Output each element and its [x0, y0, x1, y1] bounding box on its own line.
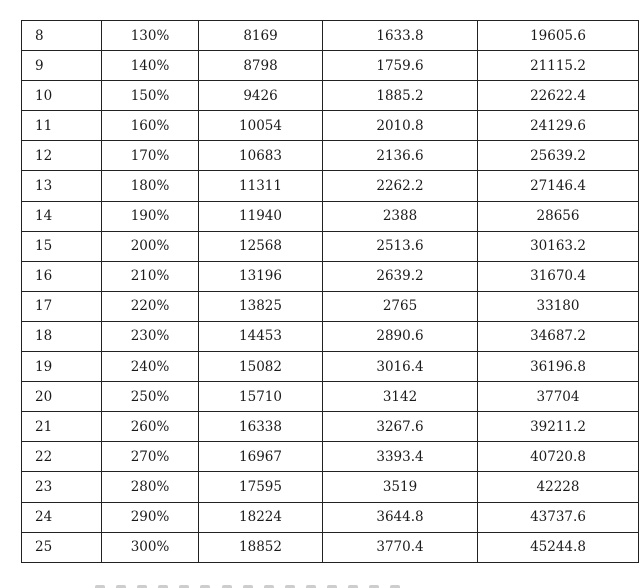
table-row: [22, 321, 639, 351]
cell-percentage: 150%: [102, 81, 199, 111]
cell-amount: 3644.8: [323, 502, 478, 532]
cell-index: 13: [22, 171, 102, 201]
document-table-container: [21, 20, 639, 563]
table-row: [22, 171, 639, 201]
cell-base-amount: 16967: [199, 442, 323, 472]
table-row: [22, 81, 639, 111]
cell-percentage: 130%: [102, 21, 199, 51]
table-body: [22, 21, 639, 563]
cell-percentage: 220%: [102, 291, 199, 321]
cell-index: 16: [22, 261, 102, 291]
cell-amount: 2639.2: [323, 261, 478, 291]
cell-percentage: 230%: [102, 321, 199, 351]
table-row: [22, 352, 639, 382]
cell-base-amount: 10683: [199, 141, 323, 171]
table-row: [22, 412, 639, 442]
cut-off-text-line: [95, 579, 425, 588]
cell-amount: 2890.6: [323, 321, 478, 351]
cell-index: 19: [22, 352, 102, 382]
cell-amount: 2010.8: [323, 111, 478, 141]
cell-total: 24129.6: [478, 111, 639, 141]
cell-total: 25639.2: [478, 141, 639, 171]
cell-amount: 2262.2: [323, 171, 478, 201]
table-row: [22, 51, 639, 81]
cell-percentage: 280%: [102, 472, 199, 502]
cell-base-amount: 14453: [199, 321, 323, 351]
table-row: [22, 291, 639, 321]
cell-percentage: 140%: [102, 51, 199, 81]
data-table: [21, 20, 639, 563]
cell-percentage: 200%: [102, 231, 199, 261]
cell-base-amount: 11940: [199, 201, 323, 231]
cell-percentage: 250%: [102, 382, 199, 412]
cell-percentage: 260%: [102, 412, 199, 442]
cell-base-amount: 11311: [199, 171, 323, 201]
cell-total: 19605.6: [478, 21, 639, 51]
cell-index: 15: [22, 231, 102, 261]
cell-base-amount: 9426: [199, 81, 323, 111]
cell-total: 45244.8: [478, 532, 639, 562]
cell-index: 17: [22, 291, 102, 321]
cell-total: 37704: [478, 382, 639, 412]
cell-base-amount: 12568: [199, 231, 323, 261]
cell-index: 8: [22, 21, 102, 51]
cell-total: 42228: [478, 472, 639, 502]
cell-index: 9: [22, 51, 102, 81]
cell-index: 10: [22, 81, 102, 111]
cell-total: 21115.2: [478, 51, 639, 81]
cell-percentage: 300%: [102, 532, 199, 562]
table-row: [22, 442, 639, 472]
cell-percentage: 290%: [102, 502, 199, 532]
cell-percentage: 240%: [102, 352, 199, 382]
cell-total: 27146.4: [478, 171, 639, 201]
cell-amount: 2765: [323, 291, 478, 321]
cell-amount: 2513.6: [323, 231, 478, 261]
cell-amount: 1633.8: [323, 21, 478, 51]
cell-amount: 3393.4: [323, 442, 478, 472]
table-row: [22, 502, 639, 532]
cell-index: 18: [22, 321, 102, 351]
cell-base-amount: 18224: [199, 502, 323, 532]
cell-total: 40720.8: [478, 442, 639, 472]
cell-index: 14: [22, 201, 102, 231]
cell-percentage: 190%: [102, 201, 199, 231]
table-row: [22, 472, 639, 502]
cell-base-amount: 8169: [199, 21, 323, 51]
cell-amount: 3519: [323, 472, 478, 502]
cell-total: 31670.4: [478, 261, 639, 291]
cell-base-amount: 17595: [199, 472, 323, 502]
cell-index: 20: [22, 382, 102, 412]
cell-index: 23: [22, 472, 102, 502]
table-row: [22, 141, 639, 171]
table-row: [22, 231, 639, 261]
cell-base-amount: 18852: [199, 532, 323, 562]
table-row: [22, 201, 639, 231]
cell-index: 11: [22, 111, 102, 141]
cell-index: 24: [22, 502, 102, 532]
cell-base-amount: 15710: [199, 382, 323, 412]
cell-base-amount: 8798: [199, 51, 323, 81]
cell-total: 34687.2: [478, 321, 639, 351]
table-row: [22, 111, 639, 141]
cell-percentage: 210%: [102, 261, 199, 291]
cell-base-amount: 15082: [199, 352, 323, 382]
cell-total: 36196.8: [478, 352, 639, 382]
cell-total: 22622.4: [478, 81, 639, 111]
cell-base-amount: 10054: [199, 111, 323, 141]
table-row: [22, 532, 639, 562]
cell-amount: 2388: [323, 201, 478, 231]
cell-total: 28656: [478, 201, 639, 231]
cell-index: 22: [22, 442, 102, 472]
cell-percentage: 180%: [102, 171, 199, 201]
table-row: [22, 382, 639, 412]
cell-total: 30163.2: [478, 231, 639, 261]
cell-amount: 3142: [323, 382, 478, 412]
cell-percentage: 270%: [102, 442, 199, 472]
cell-amount: 1759.6: [323, 51, 478, 81]
cell-amount: 3016.4: [323, 352, 478, 382]
cell-total: 33180: [478, 291, 639, 321]
cell-base-amount: 13196: [199, 261, 323, 291]
cell-percentage: 160%: [102, 111, 199, 141]
cell-index: 25: [22, 532, 102, 562]
cell-amount: 3267.6: [323, 412, 478, 442]
cell-total: 43737.6: [478, 502, 639, 532]
cell-amount: 1885.2: [323, 81, 478, 111]
table-row: [22, 261, 639, 291]
cell-base-amount: 13825: [199, 291, 323, 321]
cell-percentage: 170%: [102, 141, 199, 171]
cell-total: 39211.2: [478, 412, 639, 442]
cell-base-amount: 16338: [199, 412, 323, 442]
table-row: [22, 21, 639, 51]
cell-amount: 3770.4: [323, 532, 478, 562]
cell-index: 12: [22, 141, 102, 171]
cell-amount: 2136.6: [323, 141, 478, 171]
cell-index: 21: [22, 412, 102, 442]
